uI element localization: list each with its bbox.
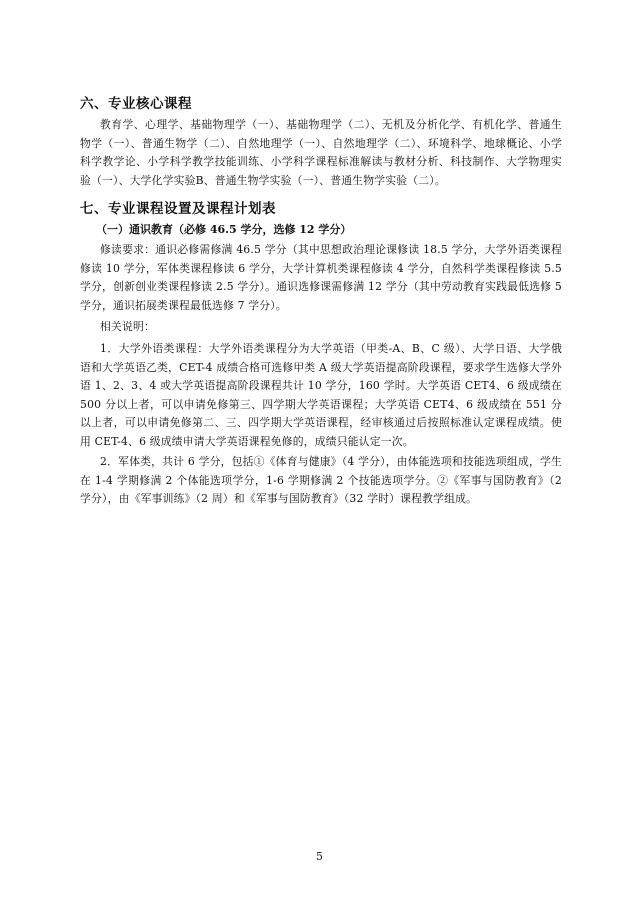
section-6-body: 教育学、心理学、基础物理学（一）、基础物理学（二）、无机及分析化学、有机化学、普通生物学（一）、普通生物学（二）、自然地理学（一）、自然地理学（二）、环境科学、地球概论、小学科学教学论、小学科学教学技能训练、小学科学课程标准解读与教材分析、科技制作、大学物理实验（一）、大学化学实验B、普通生物学实验（一）、普通生物学实验（二）。 [80, 118, 562, 187]
section-6-heading: 六、专业核心课程 [80, 96, 192, 112]
requirement-paragraph: 修读要求：通识必修需修满 46.5 学分（其中思想政治理论课修读 18.5 学分，大学外语类课程修读 10 学分，军体类课程修读 6 学分，大学计算机类课程修读 4 学分，自然科学类课程修读 5.5 学分，创新创业类课程修读 2.5 学分）。通识选修课需修满 12 学分（其中劳动教育实践最低选修 5 学分，通识拓展类课程最低选修 7 学分）。 [80, 243, 562, 312]
note-foreign-language: 1．大学外语类课程：大学外语类课程分为大学英语（甲类-A、B、C 级）、大学日语、大学俄语和大学英语乙类，CET-4 成绩合格可选修甲类 A 级大学英语提高阶段课程，要求学生选修大学外语 1、2、3、4 或大学英语提高阶段课程共计 10 学分，160 学时。大学英语 CET4、6 级成绩在 500 分以上者，可以申请免修第三、四学期大学英语课程；大学英语 CET4、6 级成绩在 551 分以上者，可以申请免修第二、三、四学期大学英语课程，经审核通过后按照标准认定课程成绩。使用 CET-4、6 级成绩申请大学英语课程免修的，成绩只能认定一次。 [80, 342, 562, 448]
section-7-heading: 七、专业课程设置及课程计划表 [80, 201, 276, 217]
notes-label: 相关说明： [100, 320, 155, 333]
page-number: 5 [316, 850, 323, 863]
general-education-subheading: （一）通识教育（必修 46.5 学分，选修 12 学分） [96, 223, 352, 236]
note-military-sports: 2．军体类，共计 6 学分，包括①《体育与健康》（4 学分），由体能选项和技能选项组成，学生在 1-4 学期修满 2 个体能选项学分，1-6 学期修满 2 个技能选项学分。②《军事与国防教育》（2 学分），由《军事训练》（2 周）和《军事与国防教育》（32 学时）课程教学组成。 [80, 455, 562, 505]
